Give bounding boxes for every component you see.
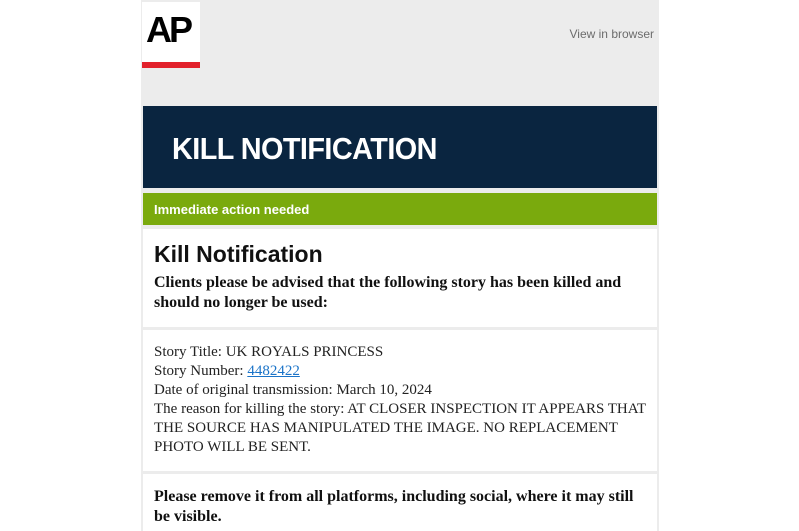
transmission-date-value: March 10, 2024 — [336, 382, 432, 398]
notice-card — [143, 229, 657, 327]
story-title-value: UK ROYALS PRINCESS — [225, 344, 384, 360]
ap-logo-red-bar — [142, 62, 200, 68]
transmission-label: Date of original transmission: — [154, 382, 337, 398]
kill-reason-value: AT CLOSER INSPECTION IT APPEARS THAT THE SOURCE HAS MANIPULATED THE IMAGE. NO REPLACEMENT PHOTO WILL BE SENT. — [154, 401, 646, 455]
email-header — [141, 0, 659, 106]
advisory-text: Clients please be advised that the following story has been killed and should no longer be used: — [154, 274, 622, 311]
story-title-line — [154, 343, 654, 362]
kill-reason-line — [154, 400, 654, 457]
kill-notification-banner — [143, 106, 657, 188]
view-in-browser-link[interactable]: View in browser — [569, 27, 654, 41]
removal-card — [143, 474, 657, 531]
immediate-action-bar — [143, 193, 657, 225]
banner-title: KILL NOTIFICATION — [172, 131, 437, 166]
story-details — [154, 343, 654, 457]
ap-logo — [142, 2, 200, 68]
removal-instruction: Please remove it from all platforms, including social, where it may still be visible. — [154, 488, 634, 525]
immediate-action-text: Immediate action needed — [154, 202, 310, 217]
story-number-line — [154, 362, 654, 381]
kill-reason-label: The reason for killing the story: — [154, 401, 348, 417]
story-title-label: Story Title: — [154, 344, 226, 360]
notice-heading: Kill Notification — [154, 241, 323, 267]
email-container — [141, 0, 659, 531]
transmission-date-line — [154, 381, 654, 400]
ap-logo-text: AP — [146, 9, 191, 50]
story-number-label: Story Number: — [154, 363, 248, 379]
story-details-card — [143, 330, 657, 471]
story-number-link[interactable]: 4482422 — [247, 363, 300, 379]
